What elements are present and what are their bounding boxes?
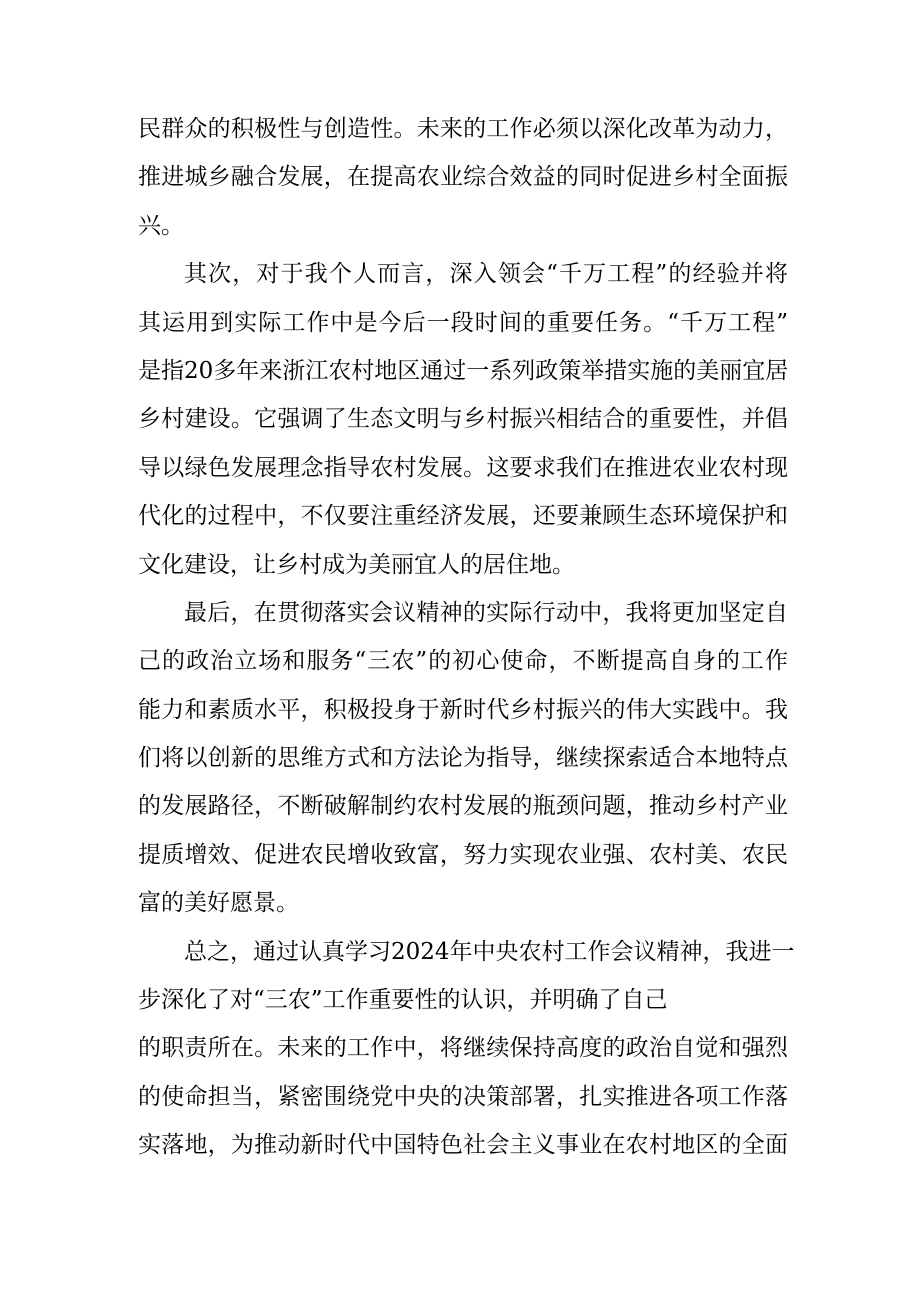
- text-line: 民群众的积极性与创造性。未来的工作必须以深化改革为动力，: [138, 116, 788, 142]
- text-line: 们将以创新的思维方式和方法论为指导，继续探索适合本地特点: [138, 745, 788, 772]
- text-line: 推进城乡融合发展，在提高农业综合效益的同时促进乡村全面振: [138, 164, 788, 191]
- text-line: 步深化了对“三农”工作重要性的认识，并明确了自己: [138, 987, 668, 1014]
- paragraph-start-line: 总之，通过认真学习2024年中央农村工作会议精神，我进一: [184, 938, 795, 965]
- text-line: 己的政治立场和服务“三农”的初心使命，不断提高自身的工作: [138, 648, 788, 675]
- paragraph-start-line: 最后，在贯彻落实会议精神的实际行动中，我将更加坚定自: [184, 599, 788, 626]
- text-line: 其运用到实际工作中是今后一段时间的重要任务。“千万工程”: [138, 309, 788, 336]
- text-line: 实落地，为推动新时代中国特色社会主义事业在农村地区的全面: [138, 1132, 788, 1159]
- text-line: 的发展路径，不断破解制约农村发展的瓶颈问题，推动乡村产业: [138, 793, 788, 820]
- text-line: 乡村建设。它强调了生态文明与乡村振兴相结合的重要性，并倡: [138, 406, 788, 433]
- document-body: [138, 105, 795, 1170]
- text-line: 的使命担当，紧密围绕党中央的决策部署，扎实推进各项工作落: [138, 1083, 788, 1110]
- text-line: 提质增效、促进农民增收致富，努力实现农业强、农村美、农民: [138, 841, 788, 868]
- text-line: 导以绿色发展理念指导农村发展。这要求我们在推进农业农村现: [138, 454, 788, 481]
- text-line: 文化建设，让乡村成为美丽宜人的居住地。: [138, 551, 575, 578]
- text-line: 代化的过程中，不仅要注重经济发展，还要兼顾生态环境保护和: [138, 503, 788, 530]
- text-line: 兴。: [138, 212, 184, 239]
- paragraph-start-line: 其次，对于我个人而言，深入领会“千万工程”的经验并将: [184, 261, 788, 288]
- text-line: 的职责所在。未来的工作中，将继续保持高度的政治自觉和强烈: [138, 1035, 788, 1062]
- text-line: 富的美好愿景。: [138, 890, 299, 917]
- text-line: 能力和素质水平，积极投身于新时代乡村振兴的伟大实践中。我: [138, 696, 788, 723]
- text-line: 是指20多年来浙江农村地区通过一系列政策举措实施的美丽宜居: [138, 357, 789, 384]
